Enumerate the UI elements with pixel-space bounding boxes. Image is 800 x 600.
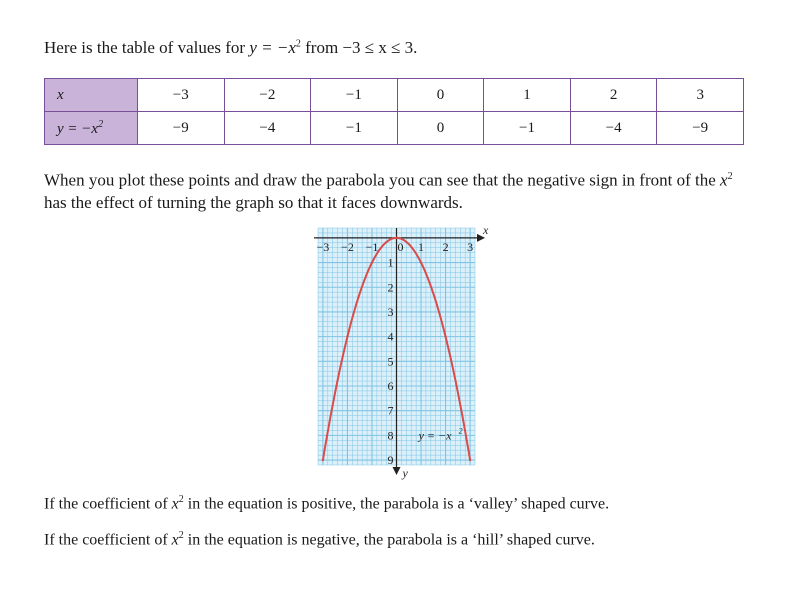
intro-exponent: 2 <box>295 38 301 50</box>
y-tick-label: 2 <box>387 280 394 295</box>
x-cell: 0 <box>397 79 484 112</box>
x-tick-label: 0 <box>397 239 404 254</box>
x-row-header <box>45 79 138 112</box>
caption-text-end: in the equation is positive, the parabola is a ‘valley’ shaped curve. <box>183 495 610 513</box>
x-cell: −3 <box>138 79 225 112</box>
x-cell: −2 <box>224 79 311 112</box>
caption-text-end: in the equation is negative, the parabola is a ‘hill’ shaped curve. <box>183 531 595 549</box>
caption-text: If the coefficient of <box>44 495 172 513</box>
y-axis-arrow <box>393 467 401 475</box>
y-row-header <box>45 112 138 145</box>
intro-text: Here is the table of values for <box>44 38 250 57</box>
y-cell: 0 <box>397 112 484 145</box>
y-tick-label: 8 <box>387 428 394 443</box>
caption-exponent: 2 <box>178 530 184 541</box>
y-cell: −1 <box>484 112 571 145</box>
y-cell: −9 <box>138 112 225 145</box>
caption-text: If the coefficient of <box>44 531 172 549</box>
x-cell: −1 <box>311 79 398 112</box>
y-tick-label: 5 <box>387 354 394 369</box>
x-tick-label: −3 <box>316 239 330 254</box>
y-tick-label: 3 <box>387 304 394 319</box>
data-point <box>469 459 471 461</box>
y-header-label: y = −x <box>57 120 99 137</box>
caption-var: x <box>171 531 179 549</box>
data-point <box>444 335 446 337</box>
x-cell: 3 <box>657 79 744 112</box>
intro-sentence <box>44 38 417 58</box>
caption-var: x <box>171 495 179 513</box>
x-tick-label: −1 <box>365 239 379 254</box>
data-point <box>420 261 422 263</box>
paragraph-text: When you plot these points and draw the parabola you can see that the negative sign in front of the <box>44 170 721 190</box>
caption-positive <box>44 494 609 513</box>
caption-negative <box>44 530 595 549</box>
x-cell: 1 <box>484 79 571 112</box>
y-tick-label: 6 <box>387 379 394 393</box>
y-row <box>45 112 744 145</box>
x-tick-label: 2 <box>442 239 449 254</box>
data-point <box>371 261 373 263</box>
y-axis-label: y <box>402 466 408 480</box>
caption-exponent: 2 <box>178 494 184 505</box>
x-header-label: x <box>57 86 64 103</box>
x-axis-label: x <box>483 222 489 237</box>
curve-label-exponent: 2 <box>458 426 463 436</box>
y-tick-label: 4 <box>387 329 394 344</box>
parabola-graph <box>300 222 500 484</box>
intro-formula: y = −x <box>249 38 296 57</box>
y-tick-label: 7 <box>387 403 394 418</box>
y-cell: −4 <box>224 112 311 145</box>
x-cell: 2 <box>570 79 657 112</box>
y-cell: −1 <box>311 112 398 145</box>
explanation-paragraph <box>44 166 744 214</box>
curve-label: y = −x <box>418 428 452 443</box>
x-row <box>45 79 744 112</box>
x-tick-label: 1 <box>418 239 425 254</box>
paragraph-text-end: has the effect of turning the graph so that it faces downwards. <box>44 192 463 212</box>
y-tick-label: 1 <box>387 255 394 270</box>
x-tick-label: −2 <box>341 239 354 254</box>
x-tick-label: 3 <box>467 239 474 254</box>
data-point <box>346 335 348 337</box>
paragraph-exponent: 2 <box>727 171 733 182</box>
y-header-exponent: 2 <box>98 118 104 130</box>
y-tick-label: 9 <box>387 453 394 468</box>
y-cell: −9 <box>657 112 744 145</box>
data-point <box>395 237 397 239</box>
data-point <box>322 459 324 461</box>
values-table <box>44 78 744 145</box>
y-cell: −4 <box>570 112 657 145</box>
intro-range: from −3 ≤ x ≤ 3. <box>300 38 418 57</box>
paragraph-var: x <box>720 170 728 190</box>
